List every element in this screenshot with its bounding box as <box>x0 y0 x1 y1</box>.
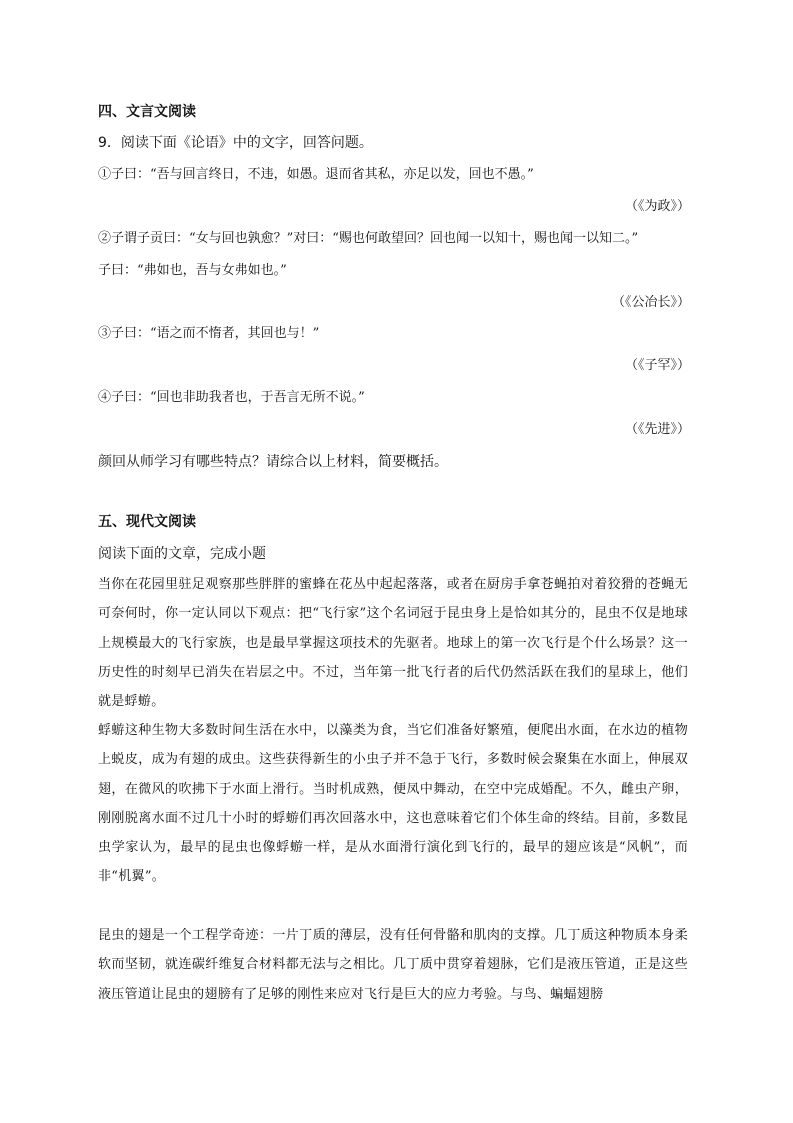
quote-1: ①子曰：“吾与回言终日，不违，如愚。退而省其私，亦足以发，回也不愚。” <box>98 167 534 182</box>
section-heading-modern: 五、现代文阅读 <box>98 514 196 530</box>
article-paragraph-3: 昆虫的翅是一个工程学奇迹：一片丁质的薄层，没有任何骨骼和肌肉的支撑。几丁质这种物质本身柔软而坚韧，就连碳纤维复合材料都无法与之相比。几丁质中贯穿着翅脉，它们是液压管道，正是这些液压管道让昆虫的翅膀有了足够的刚性来应对飞行是巨大的应力考验。与鸟、蝙蝠翅膀 <box>98 928 688 1002</box>
quote-2-continued: 子曰：“弗如也，吾与女弗如也。” <box>98 263 287 278</box>
quote-4: ④子曰：“回也非助我者也，于吾言无所不说。” <box>98 390 365 405</box>
question-9: 9．阅读下面《论语》中的文字，回答问题。 <box>98 135 373 151</box>
quote-3: ③子曰：“语之而不惰者，其回也与！” <box>98 326 320 341</box>
quote-2-source: （《公冶长》） <box>611 295 690 310</box>
quote-4-source: （《先进》） <box>624 422 690 437</box>
quote-3-source: （《子罕》） <box>624 358 690 373</box>
question-prompt: 颜回从师学习有哪些特点？请综合以上材料，简要概括。 <box>98 454 448 470</box>
reading-instruction: 阅读下面的文章，完成小题 <box>98 546 266 562</box>
quote-2: ②子谓子贡曰：“女与回也孰愈？”对曰：“赐也何敢望回？回也闻一以知十，赐也闻一以知二。” <box>98 231 639 246</box>
article-paragraph-1: 当你在花园里驻足观察那些胖胖的蜜蜂在花丛中起起落落，或者在厨房手拿苍蝇拍对着狡猾的苍蝇无可奈何时，你一定认同以下观点：把“飞行家”这个名词冠于昆虫身上是恰如其分的，昆虫不仅是地球上规模最大的飞行家族，也是最早掌握这项技术的先驱者。地球上的第一次飞行是个什么场景？这一历史性的时刻早已消失在岩层之中。不过，当年第一批飞行者的后代仍然活跃在我们的星球上，他们就是蜉蝣。 <box>98 577 688 710</box>
article-paragraph-2: 蜉蝣这种生物大多数时间生活在水中，以藻类为食，当它们准备好繁殖，便爬出水面，在水边的植物上蜕皮，成为有翅的成虫。这些获得新生的小虫子并不急于飞行，多数时候会聚集在水面上，伸展双翅，在微风的吹拂下于水面上滑行。当时机成熟，便凤中舞动，在空中完成婚配。不久，雌虫产卵，刚刚脱离水面不过几十小时的蜉蝣们再次回落水中，这也意味着它们个体生命的终结。目前，多数昆虫学家认为，最早的昆虫也像蜉蝣一样，是从水面滑行演化到飞行的，最早的翅应该是“风帆”，而非“机翼”。 <box>98 723 688 885</box>
section-heading-classical: 四、文言文阅读 <box>98 104 196 120</box>
quote-1-source: （《为政》） <box>624 199 690 214</box>
